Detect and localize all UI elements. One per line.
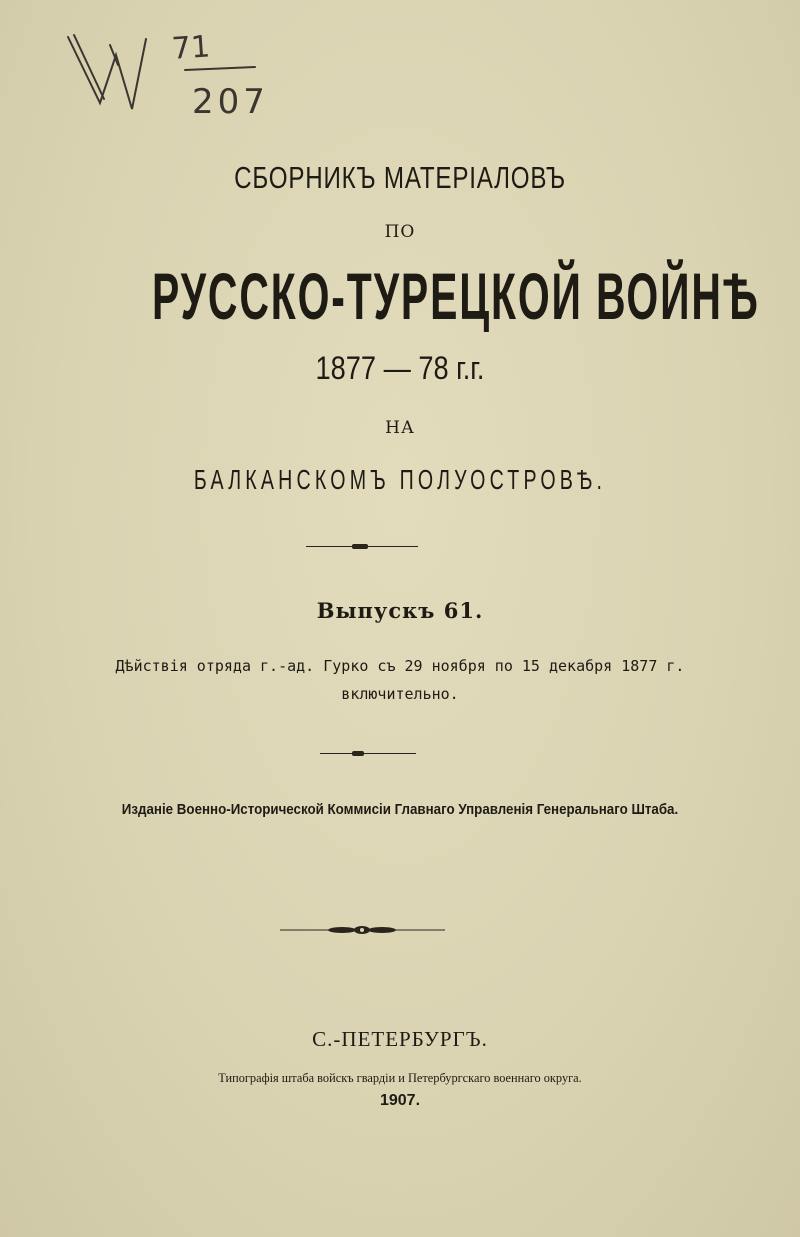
description-line-2: включительно.	[341, 685, 459, 703]
title-years: 1877 — 78 г.г.	[315, 350, 485, 386]
shelf-mark-bottom: 207	[192, 82, 269, 122]
handwritten-shelf-mark	[60, 25, 300, 139]
issue-number: Выпускъ 61.	[316, 598, 484, 623]
edition-statement: Изданіе Военно-Исторической Коммисіи Главнаго Управленія Генеральнаго Штаба.	[121, 802, 679, 818]
title-preposition-na: НА	[385, 418, 415, 438]
divider-ornament	[352, 544, 368, 549]
title-collection: СБОРНИКЪ МАТЕРІАЛОВЪ	[234, 160, 566, 195]
imprint-printer: Типографія штаба войскъ гвардіи и Петербургскаго военнаго округа.	[218, 1070, 582, 1085]
divider-ornament	[352, 751, 364, 756]
divider-rule	[320, 753, 416, 754]
title-war: РУССКО-ТУРЕЦКОЙ ВОЙНѢ	[152, 259, 761, 333]
shelf-mark-top: 71	[170, 29, 212, 67]
description-line-1: Дѣйствія отряда г.-ад. Гурко съ 29 ноября по 15 декабря 1877 г.	[115, 657, 685, 675]
imprint-year: 1907.	[379, 1092, 421, 1109]
title-peninsula: БАЛКАНСКОМЪ ПОЛУОСТРОВѢ.	[193, 464, 607, 495]
imprint-city: С.-ПЕТЕРБУРГЪ.	[312, 1027, 488, 1051]
title-preposition-po: ПО	[384, 222, 416, 242]
decorative-ornament	[280, 922, 450, 942]
